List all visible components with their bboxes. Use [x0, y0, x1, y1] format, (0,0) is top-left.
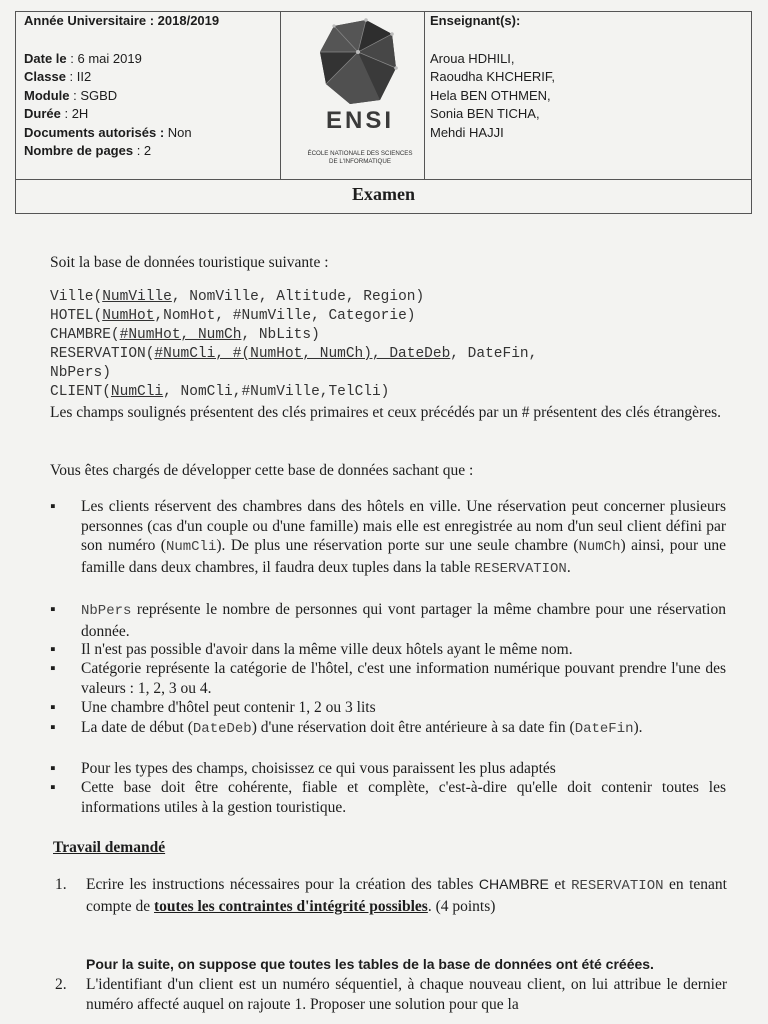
- ensi-emblem-icon: [296, 12, 424, 179]
- bullet-marker: ▪: [50, 779, 56, 796]
- list-item: ▪ Il n'est pas possible d'avoir dans la même ville deux hôtels ayant le même nom.: [50, 641, 573, 658]
- list-item: ▪ Pour les types des champs, choisissez ce qui vous paraissent les plus adaptés: [50, 760, 556, 777]
- teacher-name: Sonia BEN TICHA,: [430, 106, 540, 121]
- list-item: ▪ NbPers représente le nombre de personnes qui vont partager la même chambre pour une réservation donnée.: [50, 601, 726, 640]
- assumption-note: Pour la suite, on suppose que toutes les tables de la base de données ont été créées.: [86, 956, 654, 972]
- section-title: Travail demandé: [53, 839, 166, 856]
- header-divider-left: [280, 12, 281, 179]
- teacher-name: Aroua HDHILI,: [430, 50, 515, 66]
- intro-text: Soit la base de données touristique suivante :: [50, 254, 329, 271]
- class-value: : II2: [65, 69, 92, 84]
- list-item: ▪ La date de début (DateDeb) d'une réservation doit être antérieure à sa date fin (DateFin).: [50, 719, 643, 737]
- teachers: [430, 12, 555, 142]
- pages-value: : 2: [133, 143, 152, 158]
- class-label: Classe: [24, 69, 66, 84]
- schema-chambre: CHAMBRE(#NumHot, NumCh, NbLits): [50, 327, 320, 343]
- module-value: : SGBD: [69, 87, 118, 103]
- header-divider-right: [424, 12, 425, 179]
- duration-value: : 2H: [60, 106, 89, 121]
- bullet-marker: ▪: [50, 719, 56, 736]
- documents-value: Non: [164, 124, 192, 140]
- documents-label: Documents autorisés :: [24, 124, 165, 140]
- list-item: ▪ Cette base doit être cohérente, fiable et complète, c'est-à-dire qu'elle doit contenir toutes les informations utiles à la gestion touristique.: [50, 779, 726, 816]
- schema-reservation-cont: NbPers): [50, 365, 111, 381]
- question-2: 2. L'identifiant d'un client est un numéro séquentiel, à chaque nouveau client, on lui attribue le dernier numéro affecté auquel on rajoute 1. Proposer une solution pour que la: [55, 976, 727, 1013]
- ensi-logo: [296, 12, 424, 179]
- teacher-name: Raoudha KHCHERIF,: [430, 69, 555, 84]
- bullet-marker: ▪: [50, 660, 56, 677]
- teacher-name: Hela BEN OTHMEN,: [430, 87, 551, 103]
- date-value: : 6 mai 2019: [66, 50, 142, 66]
- bullet-marker: ▪: [50, 699, 56, 716]
- logo-word: ENSI: [325, 107, 395, 134]
- bullet-marker: ▪: [50, 760, 56, 777]
- exam-title: Examen: [352, 184, 415, 204]
- bullet-marker: ▪: [50, 641, 56, 658]
- academic-year: Année Universitaire : 2018/2019: [24, 13, 220, 28]
- question-number: 2.: [55, 976, 67, 993]
- schema-hotel: HOTEL(NumHot,NomHot, #NumVille, Categorie): [50, 308, 416, 324]
- list-item: ▪ Catégorie représente la catégorie de l'hôtel, c'est une information numérique pouvant prendre l'une des valeurs : 1, 2, 3 ou 4.: [50, 660, 726, 697]
- teachers-label: Enseignant(s):: [430, 13, 521, 28]
- question-1: 1. Ecrire les instructions nécessaires pour la création des tables CHAMBRE et RESERVATION en tenant compte de toutes les contraintes d'intégrité possibles. (4 points): [55, 876, 727, 915]
- bullet-marker: ▪: [50, 601, 56, 618]
- bullet-marker: ▪: [50, 498, 56, 515]
- schema: [50, 288, 726, 402]
- exam-header: [15, 11, 752, 214]
- schema-ville: Ville(NumVille, NomVille, Altitude, Region): [50, 289, 425, 305]
- list-item: ▪ Une chambre d'hôtel peut contenir 1, 2 ou 3 lits: [50, 699, 376, 716]
- date-label: Date le: [24, 50, 67, 66]
- schema-reservation: RESERVATION(#NumCli, #(NumHot, NumCh), DateDeb, DateFin,: [50, 346, 538, 362]
- module-label: Module: [24, 87, 70, 103]
- question-number: 1.: [55, 876, 67, 893]
- teacher-name: Mehdi HAJJI: [430, 124, 504, 140]
- logo-caption-2: DE L'INFORMATIQUE: [329, 158, 391, 165]
- logo-caption-1: ÉCOLE NATIONALE DES SCIENCES: [307, 150, 413, 157]
- keys-note: Les champs soulignés présentent des clés primaires et ceux précédés par un # présentent des clés étrangères.: [50, 404, 721, 421]
- duration-label: Durée: [24, 106, 61, 121]
- context-text: Vous êtes chargés de développer cette base de données sachant que :: [50, 462, 474, 479]
- list-item: ▪ Les clients réservent des chambres dans des hôtels en ville. Une réservation peut concerner plusieurs personnes (cas d'un couple ou d'une famille) mais elle est enregistrée au nom d'un seul client défini par son numéro (NumCli). De plus une réservation porte sur une seule chambre (NumCh) ainsi, pour une famille dans deux chambres, il faudra deux tuples dans la table RESERVATION.: [50, 498, 726, 577]
- pages-label: Nombre de pages: [24, 143, 134, 158]
- header-divider-horizontal: [16, 179, 751, 180]
- schema-client: CLIENT(NumCli, NomCli,#NumVille,TelCli): [50, 384, 390, 400]
- exam-info: [24, 12, 219, 161]
